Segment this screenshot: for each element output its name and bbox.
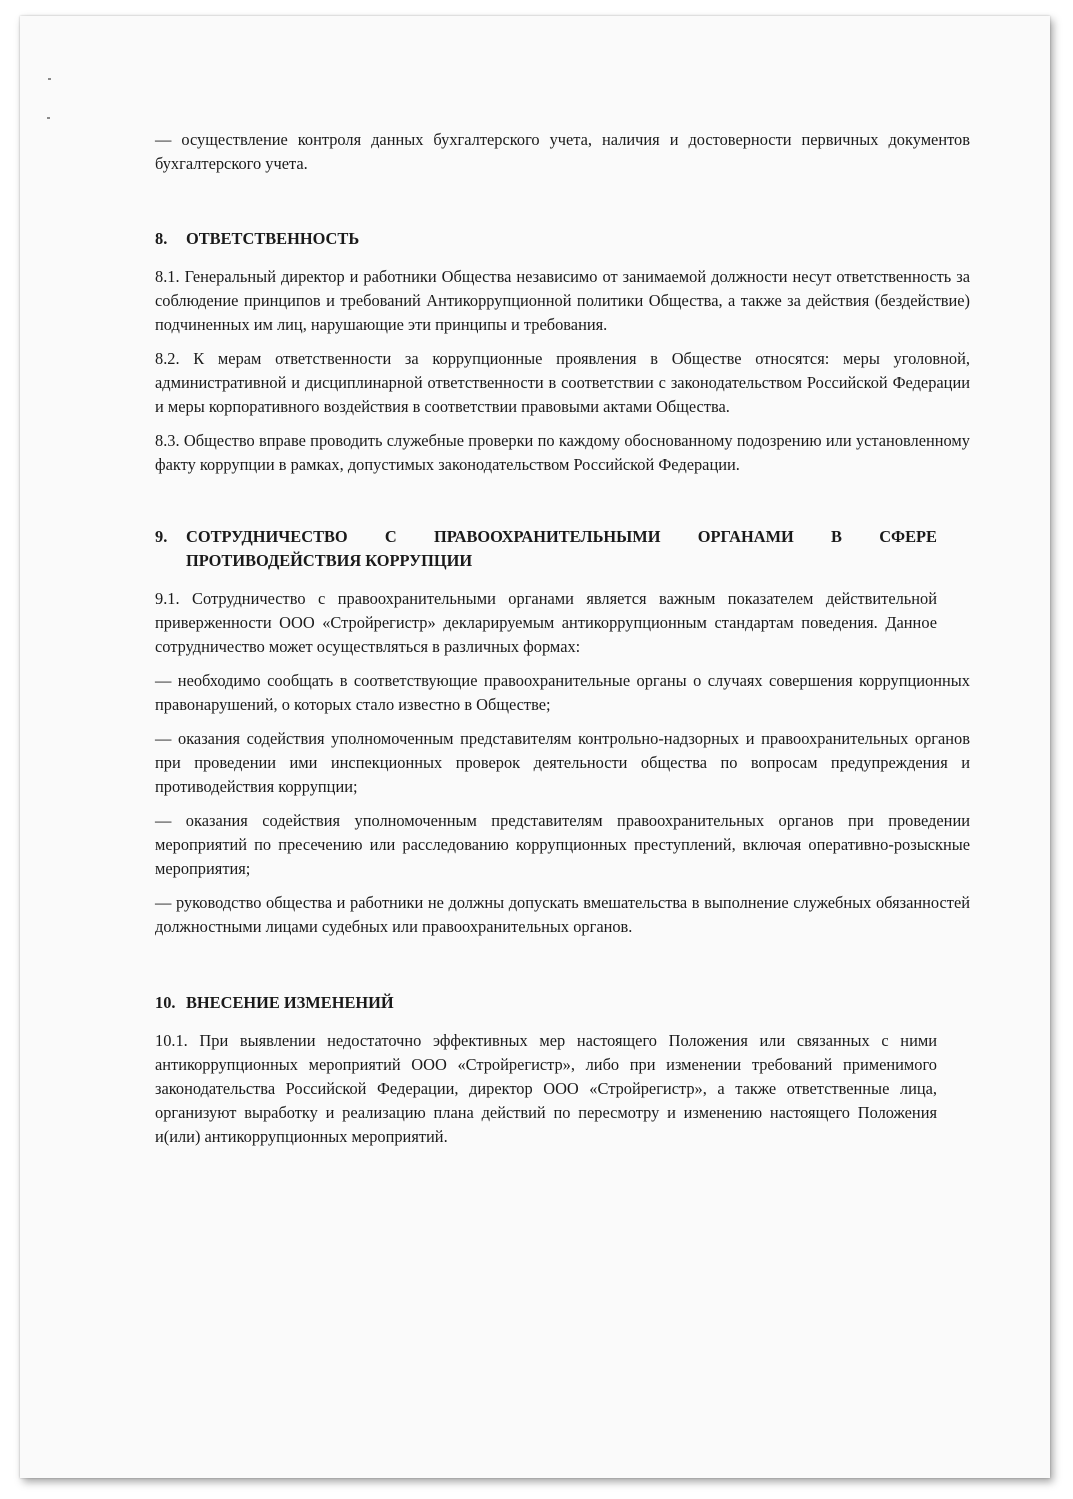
- section-9-title-line-2: ПРОТИВОДЕЙСТВИЯ КОРРУПЦИИ: [186, 551, 473, 570]
- paragraph-9-1: 9.1. Сотрудничество с правоохранительными органами является важным показателем действительной приверженности ООО «Стройрегистр» декларируемым антикоррупционным стандартам поведения. Данное сотрудничество может осуществляться в различных формах:: [155, 589, 937, 656]
- scan-speck: [47, 117, 50, 119]
- section-8-title: ОТВЕТСТВЕННОСТЬ: [186, 229, 360, 248]
- bullet-report-violations: — необходимо сообщать в соответствующие правоохранительные органы о случаях совершения коррупционных правонарушений, о которых стало известно в Обществе;: [155, 671, 970, 714]
- paragraph-8-1: 8.1. Генеральный директор и работники Общества независимо от занимаемой должности несут ответственность за соблюдение принципов и требований Антикоррупционной политики Общества, а также за действия (бездействие) подчиненных им лиц, нарушающие эти принципы и требования.: [155, 267, 970, 334]
- section-9-number: 9.: [155, 527, 168, 546]
- section-10-heading: [155, 991, 970, 1015]
- bullet-no-interference: — руководство общества и работники не должны допускать вмешательства в выполнение служебных обязанностей должностными лицами судебных или правоохранительных органов.: [155, 893, 970, 936]
- bullet-accounting-control: — осуществление контроля данных бухгалтерского учета, наличия и достоверности первичных документов бухгалтерского учета.: [155, 130, 970, 173]
- bullet-assist-inspections: — оказания содействия уполномоченным представителям контрольно-надзорных и правоохранительных органов при проведении ими инспекционных проверок деятельности общества по вопросам предупреждения и противодействия коррупции;: [155, 729, 970, 796]
- section-10-number: 10.: [155, 993, 176, 1012]
- section-9-heading: [155, 525, 937, 573]
- section-10-title: ВНЕСЕНИЕ ИЗМЕНЕНИЙ: [186, 993, 394, 1012]
- section-8-heading: [155, 227, 970, 251]
- paragraph-8-3: 8.3. Общество вправе проводить служебные проверки по каждому обоснованному подозрению или установленному факту коррупции в рамках, допустимых законодательством Российской Федерации.: [155, 431, 970, 474]
- bullet-assist-investigations: — оказания содействия уполномоченным представителям правоохранительных органов при проведении мероприятий по пресечению или расследованию коррупционных преступлений, включая оперативно-розыскные мероприятия;: [155, 811, 970, 878]
- document-body: [155, 128, 970, 1149]
- paragraph-8-2: 8.2. К мерам ответственности за коррупционные проявления в Обществе относятся: меры уголовной, административной и дисциплинарной ответственности в соответствии с законодательством Российской Федерации и меры корпоративного воздействия в соответствии правовыми актами Общества.: [155, 349, 970, 416]
- paragraph-10-1: 10.1. При выявлении недостаточно эффективных мер настоящего Положения или связанных с ними антикоррупционных мероприятий ООО «Стройрегистр», либо при изменении требований применимого законодательства Российской Федерации, директор ООО «Стройрегистр», а также ответственные лица, организуют выработку и реализацию плана действий по пересмотру и изменению настоящего Положения и(или) антикоррупционных мероприятий.: [155, 1031, 937, 1146]
- section-8-number: 8.: [155, 229, 168, 248]
- scan-speck: [48, 78, 51, 80]
- section-9-title-line-1: СОТРУДНИЧЕСТВО С ПРАВООХРАНИТЕЛЬНЫМИ ОРГАНАМИ В СФЕРЕ: [186, 527, 937, 546]
